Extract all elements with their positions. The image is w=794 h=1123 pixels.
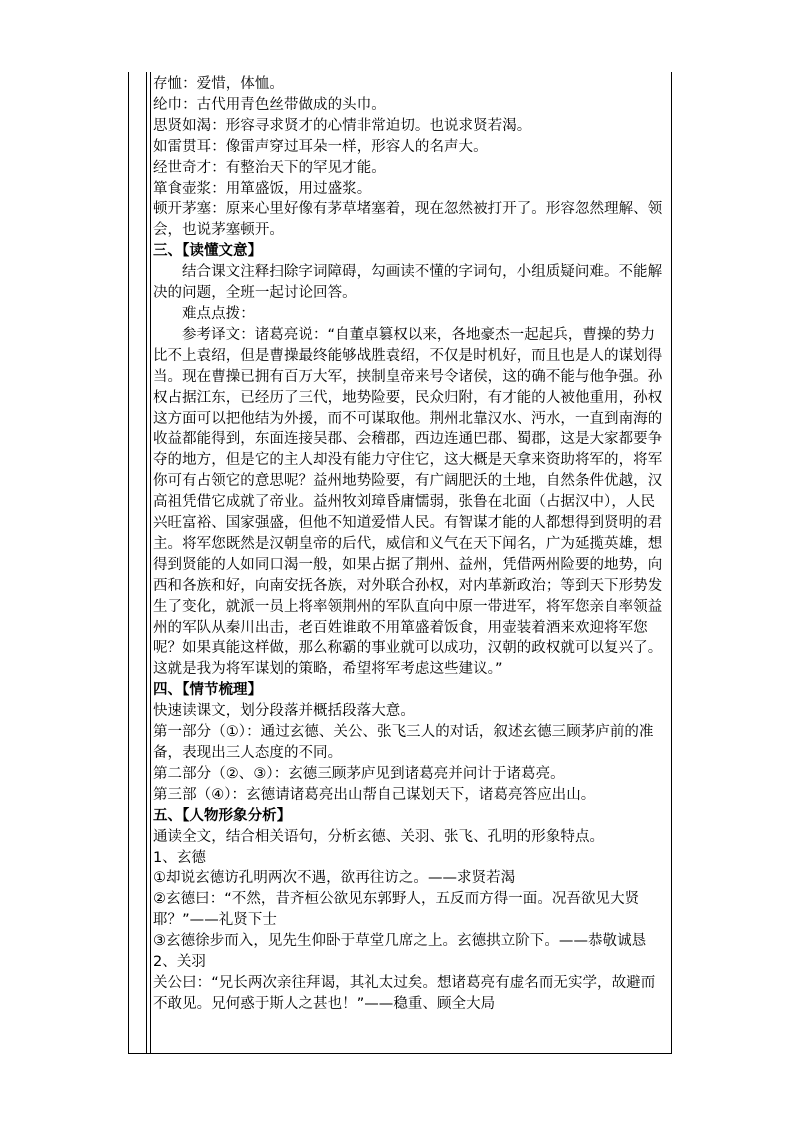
table-left-column-narrow	[147, 72, 151, 1053]
section-3-translation: 参考译文：诸葛亮说：“自董卓篡权以来，各地豪杰一起起兵，曹操的势力比不上袁绍，但是曹操最终能够战胜袁绍，不仅是时机好，而且也是人的谋划得当。现在曹操已拥有百万大军，挟制皇帝来号令诸侯，这的确不能与他争强。孙权占据江东，已经历了三代，地势险要，民众归附，有才能的人被他重用，孙权这方面可以把他结为外援，而不可谋取他。荆州北靠汉水、沔水，一直到南海的收益都能得到，东面连接吴郡、会稽郡，西边连通巴郡、蜀郡，这是大家都要争夺的地方，但是它的主人却没有能力守住它，这大概是天拿来资助将军的，将军你可有占领它的意思呢？益州地势险要，有广阔肥沃的土地，自然条件优越，汉高祖凭借它成就了帝业。益州牧刘璋昏庸懦弱，张鲁在北面（占据汉中），人民兴旺富裕、国家强盛，但他不知道爱惜人民。有智谋才能的人都想得到贤明的君主。将军您既然是汉朝皇帝的后代，威信和义气在天下闻名，广为延揽英雄，想得到贤能的人如同口渴一般，如果占据了荆州、益州，凭借两州险要的地势，向西和各族和好，向南安抚各族，对外联合孙权，对内革新政治；等到天下形势发生了变化，就派一员上将率领荆州的军队直向中原一带进军，将军您亲自率领益州的军队从秦川出击，老百姓谁敢不用箪盛着饭食，用壶装着酒来欢迎将军您呢？如果真能这样做，那么称霸的事业就可以成功，汉朝的政权就可以复兴了。这就是我为将军谋划的策略，希望将军考虑这些建议。”	[153, 326, 663, 678]
section-4-intro: 快速读课文，划分段落并概括段落大意。	[153, 703, 415, 720]
section-4-part-2: 第二部分（②、③）：玄德三顾茅庐见到诸葛亮并问计于诸葛亮。	[153, 765, 565, 782]
vocab-item: 纶巾：古代用青色丝带做成的头巾。	[153, 96, 386, 113]
xuande-point-2: ②玄德曰：“不然，昔齐桓公欲见东郭野人，五反而方得一面。况吾欲见大贤耶？”——礼贤下士	[153, 891, 640, 929]
vocab-item: 顿开茅塞：原来心里好像有茅草堵塞着，现在忽然被打开了。形容忽然理解、领会，也说茅塞顿开。	[153, 201, 663, 239]
section-5-intro: 通读全文，结合相关语句，分析玄德、关羽、张飞、孔明的形象特点。	[153, 828, 605, 845]
vocab-item: 如雷贯耳：像雷声穿过耳朵一样，形容人的名声大。	[153, 138, 488, 155]
character-title-guanyu: 2、关羽	[153, 954, 206, 971]
character-title-xuande: 1、玄德	[153, 849, 206, 866]
vocab-item: 箪食壶浆：用箪盛饭，用过盛浆。	[153, 180, 372, 197]
xuande-point-1: ①却说玄德访孔明两次不遇，欲再往访之。——求贤若渴	[153, 870, 516, 887]
xuande-point-3: ③玄德徐步而入，见先生仰卧于草堂几席之上。玄德拱立阶下。——恭敬诚恳	[153, 933, 647, 950]
section-3-difficulty: 难点点拨：	[182, 305, 255, 322]
section-heading-3: 三、【读懂文意】	[153, 243, 263, 260]
content-cell	[153, 74, 669, 1015]
section-4-part-3: 第三部（④）：玄德请诸葛亮出山帮自己谋划天下，诸葛亮答应出山。	[153, 786, 596, 803]
table-frame	[128, 72, 672, 1054]
table-left-column	[129, 72, 147, 1053]
vocab-item: 存恤：爱惜，体恤。	[153, 76, 284, 92]
section-heading-4: 四、【情节梳理】	[153, 682, 263, 699]
section-4-part-1: 第一部分（①）：通过玄德、关公、张飞三人的对话，叙述玄德三顾茅庐前的准备，表现出三人态度的不同。	[153, 724, 654, 761]
section-heading-5: 五、【人物形象分析】	[153, 807, 292, 824]
vocab-item: 思贤如渴：形容寻求贤才的心情非常迫切。也说求贤若渴。	[153, 117, 532, 134]
section-3-intro: 结合课文注释扫除字词障碍，勾画读不懂的字词句，小组质疑问难。不能解决的问题，全班一起讨论回答。	[153, 264, 663, 302]
guanyu-point-1: 关公曰：“兄长两次亲往拜谒，其礼太过矣。想诸葛亮有虚名而无实学，故避而不敢见。兄何惑于斯人之甚也！”——稳重、顾全大局	[153, 974, 656, 1012]
vocab-item: 经世奇才：有整治天下的罕见才能。	[153, 159, 386, 176]
